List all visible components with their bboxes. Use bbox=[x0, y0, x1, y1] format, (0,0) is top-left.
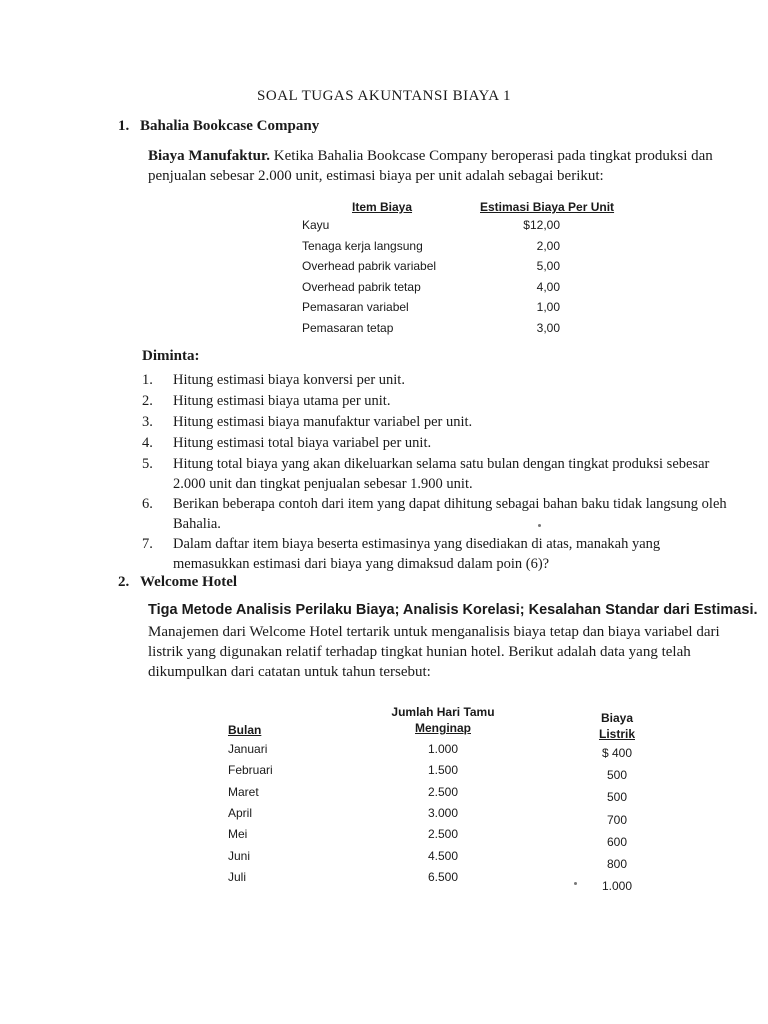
cost-item-value: 1,00 bbox=[536, 300, 560, 315]
hotel-electricity-cost: 500 bbox=[606, 790, 628, 805]
hotel-table-row bbox=[228, 742, 648, 762]
task-number: 1. bbox=[142, 372, 153, 388]
task-number: 6. bbox=[142, 496, 153, 512]
hotel-guest-days: 2.500 bbox=[427, 827, 459, 842]
cost-item-value: 4,00 bbox=[536, 279, 560, 294]
cost-item-value: $12,00 bbox=[523, 218, 560, 232]
cost-table-row bbox=[302, 218, 622, 239]
diminta-label: Diminta: bbox=[142, 348, 200, 364]
task-number: 3. bbox=[142, 414, 153, 430]
cost-table-header-item: Item Biaya bbox=[352, 200, 413, 214]
hotel-guest-days: 6.500 bbox=[427, 869, 459, 884]
cost-table-body bbox=[302, 218, 622, 342]
cost-item-label: Overhead pabrik variabel bbox=[302, 259, 437, 274]
section-1-heading bbox=[118, 118, 319, 135]
document-title: SOAL TUGAS AKUNTANSI BIAYA 1 bbox=[257, 88, 511, 104]
hotel-electricity-cost: 700 bbox=[606, 812, 628, 827]
hotel-month: Juli bbox=[228, 869, 247, 884]
section-1-name: Bahalia Bookcase Company bbox=[140, 118, 320, 134]
section-2-body: Manajemen dari Welcome Hotel tertarik untuk menganalisis biaya tetap dan biaya variabel dari listrik yang digunakan relatif terhadap tingkat hunian hotel. Berikut adalah data yang telah dikumpulkan dari catatan untuk tahun tersebut: bbox=[148, 624, 720, 680]
task-number: 7. bbox=[142, 536, 153, 552]
cost-table-row bbox=[302, 259, 622, 280]
cost-table-row bbox=[302, 300, 622, 321]
cost-item-label: Pemasaran variabel bbox=[302, 300, 409, 315]
task-number: 4. bbox=[142, 435, 153, 451]
section-2-number: 2. bbox=[118, 574, 130, 590]
hotel-guest-days: 1.000 bbox=[427, 742, 459, 756]
cost-item-value: 2,00 bbox=[536, 238, 560, 253]
task-item bbox=[142, 433, 732, 453]
task-text: Hitung total biaya yang akan dikeluarkan selama satu bulan dengan tingkat produksi sebesar 2.000 unit dan tingkat penjualan sebesar 1.900 unit. bbox=[173, 456, 710, 492]
hotel-month: April bbox=[228, 805, 253, 820]
section-1-intro-bold: Biaya Manufaktur. bbox=[148, 148, 270, 164]
hotel-table-row bbox=[228, 827, 648, 847]
hotel-month: Mei bbox=[228, 827, 248, 842]
task-text: Hitung estimasi biaya utama per unit. bbox=[173, 393, 391, 409]
hotel-table-header-biaya-line2: Listrik bbox=[598, 727, 635, 741]
hotel-guest-days: 1.500 bbox=[427, 763, 459, 778]
scan-speck bbox=[538, 524, 541, 527]
cost-item-label: Tenaga kerja langsung bbox=[302, 238, 423, 253]
hotel-table-header-biaya-line1: Biaya bbox=[600, 711, 634, 725]
task-item bbox=[142, 412, 732, 432]
hotel-guest-days: 4.500 bbox=[427, 848, 459, 863]
hotel-table-header-hari-line2: Menginap bbox=[415, 721, 471, 735]
cost-item-value: 3,00 bbox=[536, 320, 560, 335]
hotel-electricity-cost: 600 bbox=[606, 834, 628, 849]
task-item bbox=[142, 534, 732, 574]
task-item bbox=[142, 494, 732, 534]
cost-table-row bbox=[302, 321, 622, 342]
hotel-electricity-cost: 500 bbox=[606, 768, 628, 783]
section-1-intro bbox=[148, 146, 720, 186]
hotel-table-row bbox=[228, 869, 648, 894]
hotel-month: Juni bbox=[228, 848, 251, 863]
task-text: Dalam daftar item biaya beserta estimasinya yang disediakan di atas, manakah yang memasukkan estimasi dari biaya yang dimaksud dalam poin (6)? bbox=[173, 536, 661, 572]
section-1-intro-text: Ketika Bahalia Bookcase Company beroperasi pada tingkat produksi dan penjualan sebesar 2.000 unit, estimasi biaya per unit adalah sebagai berikut: bbox=[148, 148, 713, 184]
section-1-number: 1. bbox=[118, 118, 130, 134]
hotel-month: Januari bbox=[228, 742, 268, 756]
hotel-electricity-cost: 800 bbox=[606, 857, 628, 871]
task-item bbox=[142, 454, 732, 494]
task-text: Hitung estimasi biaya konversi per unit. bbox=[173, 372, 405, 388]
hotel-table-row bbox=[228, 763, 648, 783]
task-item bbox=[142, 370, 732, 390]
hotel-table-header-biaya bbox=[587, 710, 647, 742]
hotel-table-row bbox=[228, 785, 648, 805]
task-text: Hitung estimasi total biaya variabel per unit. bbox=[173, 435, 432, 451]
hotel-guest-days: 2.500 bbox=[427, 784, 459, 799]
hotel-electricity-cost: 1.000 bbox=[601, 879, 633, 894]
task-text: Berikan beberapa contoh dari item yang dapat dihitung sebagai bahan baku tidak langsung oleh Bahalia. bbox=[173, 496, 727, 532]
hotel-table-header-hari bbox=[373, 704, 513, 736]
cost-table-header-estimate: Estimasi Biaya Per Unit bbox=[480, 200, 615, 214]
cost-table-header bbox=[302, 200, 622, 218]
task-number: 2. bbox=[142, 393, 153, 409]
section-2-subtitle: Tiga Metode Analisis Perilaku Biaya; Analisis Korelasi; Kesalahan Standar dari Estimasi. bbox=[148, 602, 758, 618]
hotel-table-row bbox=[228, 849, 648, 869]
task-number: 5. bbox=[142, 456, 153, 472]
hotel-guest-days: 3.000 bbox=[427, 805, 459, 820]
cost-estimate-table bbox=[302, 200, 622, 342]
hotel-table-header-bulan bbox=[228, 722, 261, 738]
hotel-electricity-cost: $ 400 bbox=[601, 746, 633, 760]
cost-table-row bbox=[302, 280, 622, 301]
section-2-heading bbox=[118, 574, 237, 591]
scan-speck bbox=[574, 882, 577, 885]
hotel-month: Maret bbox=[228, 784, 259, 799]
hotel-month: Februari bbox=[228, 763, 273, 778]
hotel-table-header-hari-line1: Jumlah Hari Tamu bbox=[391, 705, 495, 719]
cost-item-label: Kayu bbox=[302, 218, 330, 232]
task-text: Hitung estimasi biaya manufaktur variabel per unit. bbox=[173, 414, 473, 430]
hotel-table-header-bulan-text: Bulan bbox=[228, 723, 262, 737]
cost-item-label: Overhead pabrik tetap bbox=[302, 279, 421, 294]
hotel-table-row bbox=[228, 806, 648, 826]
section-2-name: Welcome Hotel bbox=[140, 574, 238, 590]
cost-item-value: 5,00 bbox=[536, 259, 560, 274]
cost-table-row bbox=[302, 239, 622, 260]
cost-item-label: Pemasaran tetap bbox=[302, 320, 394, 335]
task-item bbox=[142, 391, 732, 411]
